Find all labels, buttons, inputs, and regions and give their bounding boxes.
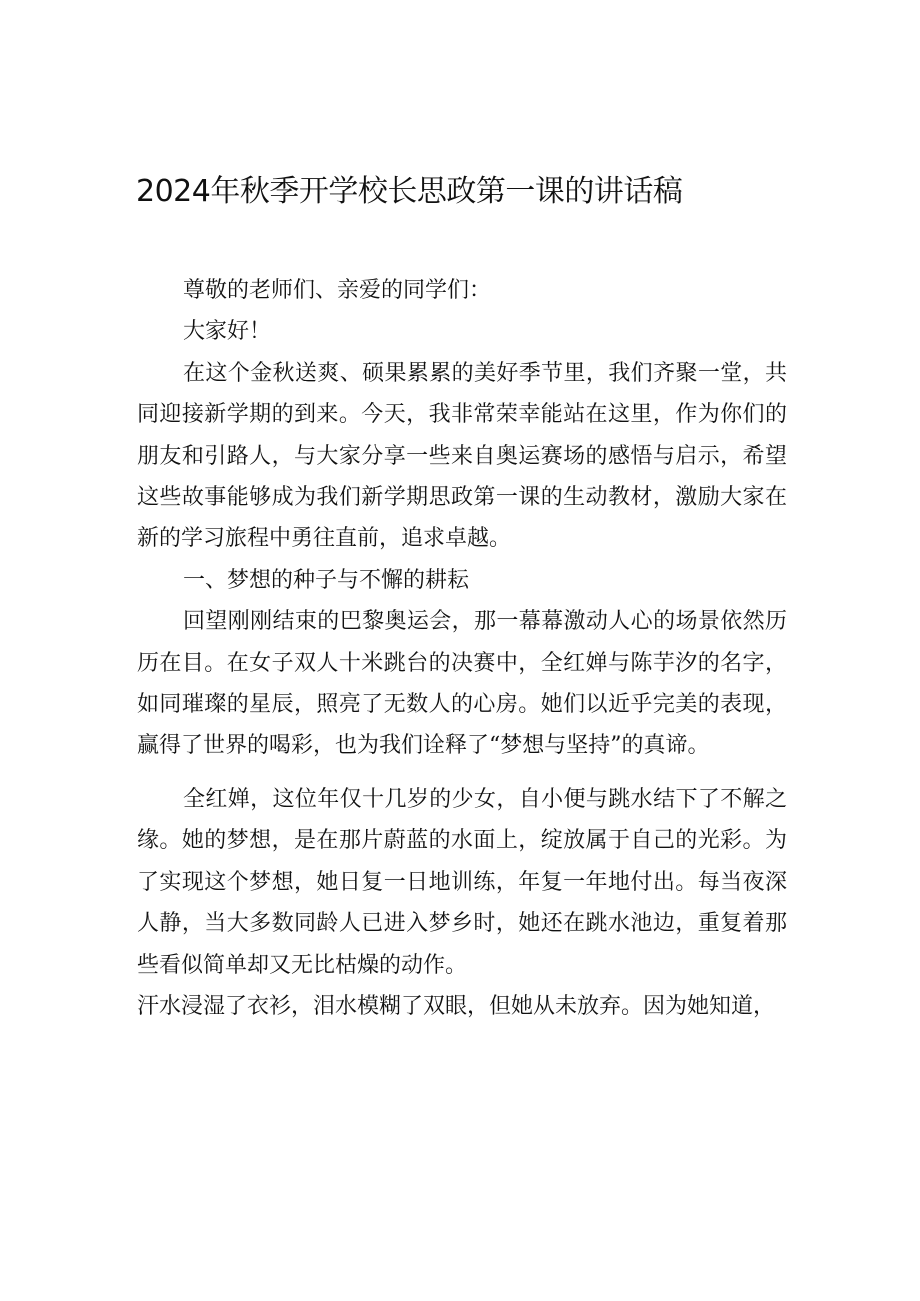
- document-title: 2024年秋季开学校长思政第一课的讲话稿: [136, 174, 683, 209]
- section-paragraph: 回望刚刚结束的巴黎奥运会，那一幕幕激动人心的场景依然历历在目。在女子双人十米跳台的决赛中，全红婵与陈芋汐的名字，如同璀璨的星辰，照亮了无数人的心房。她们以近乎完美的表现，赢得了世界的喝彩，也为我们诠释了“梦想与坚持”的真谛。: [137, 609, 787, 759]
- greeting: 大家好！: [183, 319, 272, 345]
- section-paragraph: 汗水浸湿了衣衫，泪水模糊了双眼，但她从未放弃。因为她知道，: [137, 993, 776, 1019]
- section-heading: 一、梦想的种子与不懈的耕耘: [183, 567, 470, 593]
- intro-paragraph: 在这个金秋送爽、硕果累累的美好季节里，我们齐聚一堂，共同迎接新学期的到来。今天，我非常荣幸能站在这里，作为你们的朋友和引路人，与大家分享一些来自奥运赛场的感悟与启示，希望这些故事能够成为我们新学期思政第一课的生动教材，激励大家在新的学习旅程中勇往直前，追求卓越。: [137, 360, 787, 552]
- salutation: 尊敬的老师们、亲爱的同学们：: [183, 278, 492, 303]
- section-paragraph: 全红婵，这位年仅十几岁的少女，自小便与跳水结下了不解之缘。她的梦想，是在那片蔚蓝的水面上，绽放属于自己的光彩。为了实现这个梦想，她日复一日地训练，年复一年地付出。每当夜深人静，当大多数同龄人已进入梦乡时，她还在跳水池边，重复着那些看似简单却又无比枯燥的动作。: [137, 786, 787, 978]
- document-body: [137, 270, 787, 1027]
